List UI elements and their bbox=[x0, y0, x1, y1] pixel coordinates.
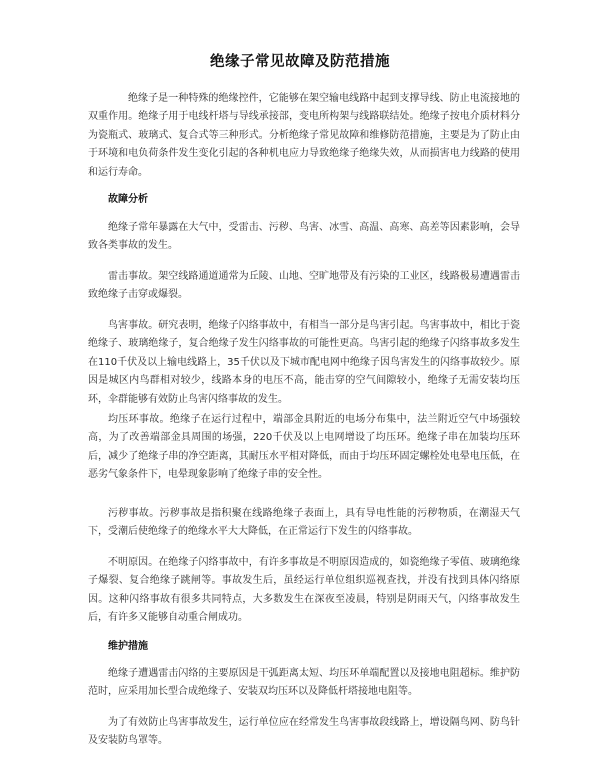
paragraph-unknown-cause: 不明原因。在绝缘子闪络事故中，有许多事故是不明原因造成的，如瓷绝缘子零值、玻璃绝缘子爆裂、复合绝缘子跳闸等。事故发生后，虽经运行单位组织巡视查找，并没有找到具体闪络原因。这种闪络事故有很多共同特点，大多数发生在深夜至凌晨，特别是阴雨天气，闪络事故发生后，有许多又能够自动重合闸成功。 bbox=[88, 557, 520, 624]
paragraph-lightning: 雷击事故。架空线路通道通常为丘陵、山地、空旷地带及有污染的工业区，线路极易遭遇雷击致绝缘子击穿或爆裂。 bbox=[88, 271, 520, 301]
paragraph-bird-damage: 鸟害事故。研究表明，绝缘子闪络事故中，有相当一部分是鸟害引起。鸟害事故中，相比于瓷绝缘子、玻璃绝缘子，复合绝缘子发生闪络事故的可能性更高。鸟害引起的绝缘子闪络事故多发生在110千伏及以上输电线路上，35千伏以及下城市配电网中绝缘子因鸟害发生的闪络事故较少。原因是城区内鸟群相对较少，线路本身的电压不高，能击穿的空气间隙较小，绝缘子无需安装均压环，伞群能够有效防止鸟害闪络事故的发生。 bbox=[88, 320, 520, 405]
paragraph-contamination: 污秽事故。污秽事故是指积聚在线路绝缘子表面上，具有导电性能的污秽物质，在潮湿天气下，受潮后使绝缘子的绝缘水平大大降低，在正常运行下发生的闪络事故。 bbox=[88, 508, 520, 538]
paragraph-grading-ring: 均压环事故。绝缘子在运行过程中，端部金具附近的电场分布集中，法兰附近空气中场强较高，为了改善端部金具周围的场强，220千伏及以上电网增设了均压环。绝缘子串在加装均压环后，减少了绝缘子串的净空距离，其耐压水平相对降低，而由于均压环固定螺栓处电晕电压低，在恶劣气象条件下，电晕现象影响了绝缘子串的安全性。 bbox=[88, 414, 520, 481]
paragraph-bird-measures: 为了有效防止鸟害事故发生，运行单位应在经常发生鸟害事故段线路上，增设隔鸟网、防鸟针及安装防鸟罩等。 bbox=[88, 717, 520, 747]
section-heading-maintenance: 维护措施 bbox=[108, 641, 148, 652]
paragraph-fault-overview: 绝缘子常年暴露在大气中，受雷击、污秽、鸟害、冰雪、高温、高寒、高差等因素影响，会导致各类事故的发生。 bbox=[88, 222, 520, 252]
paragraph-lightning-measures: 绝缘子遭遇雷击闪络的主要原因是干弧距离太短、均压环单端配置以及接地电阻超标。维护防范时，应采用加长型合成绝缘子、安装双均压环以及降低杆塔接地电阻等。 bbox=[88, 668, 520, 698]
section-heading-fault-analysis: 故障分析 bbox=[108, 194, 148, 205]
page-title: 绝缘子常见故障及防范措施 bbox=[210, 54, 390, 70]
intro-paragraph: 绝缘子是一种特殊的绝缘控件，它能够在架空输电线路中起到支撑导线、防止电流接地的双重作用。绝缘子用于电线杆塔与导线承接部，变电所构架与线路联结处。绝缘子按电介质材料分为瓷瓶式、玻璃式、复合式等三种形式。分析绝缘子常见故障和维修防范措施，主要是为了防止由于环境和电负荷条件发生变化引起的各种机电应力导致绝缘子绝缘失效，从而损害电力线路的使用和运行寿命。 bbox=[88, 93, 520, 178]
